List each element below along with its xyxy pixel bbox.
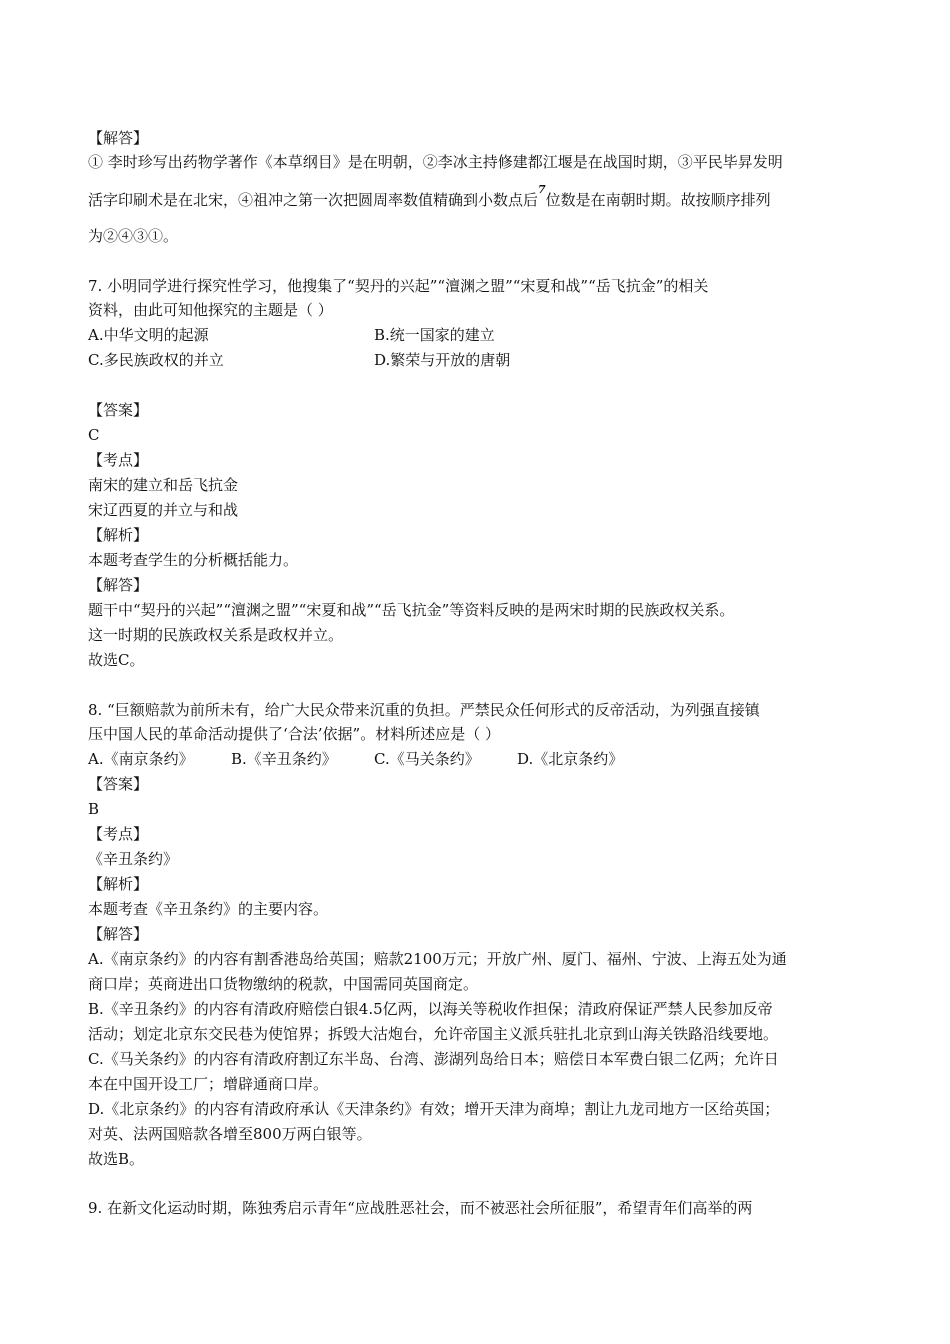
q7-options-row-2 [88, 350, 510, 370]
q6-answer-line-2-b: 位数是在南朝时期。故按顺序排列 [545, 191, 771, 209]
q8-jieda-b-2: 活动；划定北京东交民巷为使馆界；拆毁大沽炮台，允许帝国主义派兵驻扎北京到山海关铁路沿线要地。 [88, 1025, 779, 1043]
q7-jieda-2: 这一时期的民族政权关系是政权并立。 [88, 626, 344, 644]
q6-answer-line-2-a: 活字印刷术是在北宋，④祖冲之第一次把圆周率数值精确到小数点后 [88, 191, 539, 209]
q7-answer-heading: 【答案】 [88, 401, 149, 419]
q7-jiexi: 本题考查学生的分析概括能力。 [88, 551, 299, 569]
q7-jiexi-heading: 【解析】 [88, 526, 149, 544]
q6-answer-line-3: 为②④③①。 [88, 227, 179, 245]
q7-option-b: B.统一国家的建立 [374, 326, 495, 344]
q8-stem-line-2: 压中国人民的革命活动提供了‘合法’依据”。材料所述应是（ ） [88, 725, 500, 743]
q8-jiexi-heading: 【解析】 [88, 875, 149, 893]
q7-conclusion: 故选C。 [88, 651, 145, 669]
q7-option-a: A.中华文明的起源 [88, 326, 209, 344]
q8-option-a: A.《南京条约》 [88, 750, 194, 768]
q6-answer-line-2 [88, 183, 771, 212]
q7-answer: C [88, 426, 100, 444]
q7-option-d: D.繁荣与开放的唐朝 [374, 351, 511, 369]
q7-kaodian-1: 南宋的建立和岳飞抗金 [88, 476, 239, 494]
q8-jieda-d-1: D.《北京条约》的内容有清政府承认《天津条约》有效；增开天津为商埠；割让九龙司地方一区给英国； [88, 1100, 780, 1118]
q8-stem-line-1: 8. “巨额赔款为前所未有，给广大民众带来沉重的负担。严禁民众任何形式的反帝活动，为列强直接镇 [88, 701, 760, 719]
q7-stem-line-2: 资料，由此可知他探究的主题是（ ） [88, 301, 333, 319]
q7-jieda-1: 题干中“契丹的兴起”“澶渊之盟”“宋夏和战”“岳飞抗金”等资料反映的是两宋时期的民族政权关系。 [88, 601, 735, 619]
q8-option-c: C.《马关条约》 [374, 750, 480, 768]
q8-jieda-c-1: C.《马关条约》的内容有清政府割辽东半岛、台湾、澎湖列岛给日本；赔偿日本军费白银二亿两；允许日 [88, 1050, 779, 1068]
q8-option-b: B.《辛丑条约》 [231, 750, 337, 768]
q8-jieda-heading: 【解答】 [88, 925, 149, 943]
q8-jiexi: 本题考查《辛丑条约》的主要内容。 [88, 900, 329, 918]
q8-jieda-d-2: 对英、法两国赔款各增至800万两白银等。 [88, 1125, 372, 1143]
q7-kaodian-2: 宋辽西夏的并立与和战 [88, 501, 239, 519]
q7-stem-line-1: 7. 小明同学进行探究性学习，他搜集了“契丹的兴起”“澶渊之盟”“宋夏和战”“岳飞抗金”的相关 [88, 277, 709, 295]
q8-option-d: D.《北京条约》 [517, 750, 624, 768]
q8-answer: B [88, 800, 100, 818]
q6-superscript-digit: 7 [538, 183, 546, 196]
q8-answer-heading: 【答案】 [88, 775, 149, 793]
q7-option-c: C.多民族政权的并立 [88, 351, 224, 369]
q8-jieda-b-1: B.《辛丑条约》的内容有清政府赔偿白银4.5亿两，以海关等税收作担保；清政府保证严禁人民参加反帝 [88, 1000, 773, 1018]
q7-kaodian-heading: 【考点】 [88, 451, 149, 469]
q8-jieda-a-1: A.《南京条约》的内容有割香港岛给英国；赔款2100万元；开放广州、厦门、福州、宁波、上海五处为通 [88, 950, 787, 968]
q7-options-row-1 [88, 325, 495, 345]
q8-jieda-a-2: 商口岸；英商进出口货物缴纳的税款，中国需同英国商定。 [88, 975, 479, 993]
q7-jieda-heading: 【解答】 [88, 576, 149, 594]
q8-jieda-c-2: 本在中国开设工厂；增辟通商口岸。 [88, 1075, 329, 1093]
q8-kaodian-heading: 【考点】 [88, 825, 149, 843]
q6-answer-line-1: ① 李时珍写出药物学著作《本草纲目》是在明朝，②李冰主持修建都江堰是在战国时期，③平民毕昇发明 [88, 153, 783, 171]
q6-answer-heading: 【解答】 [88, 129, 149, 147]
q8-kaodian-1: 《辛丑条约》 [88, 850, 179, 868]
q8-conclusion: 故选B。 [88, 1150, 145, 1168]
q8-options-row [88, 749, 623, 769]
q9-stem-line-1: 9. 在新文化运动时期，陈独秀启示青年“应战胜恶社会，而不被恶社会所征服”，希望青年们高举的两 [88, 1199, 753, 1217]
